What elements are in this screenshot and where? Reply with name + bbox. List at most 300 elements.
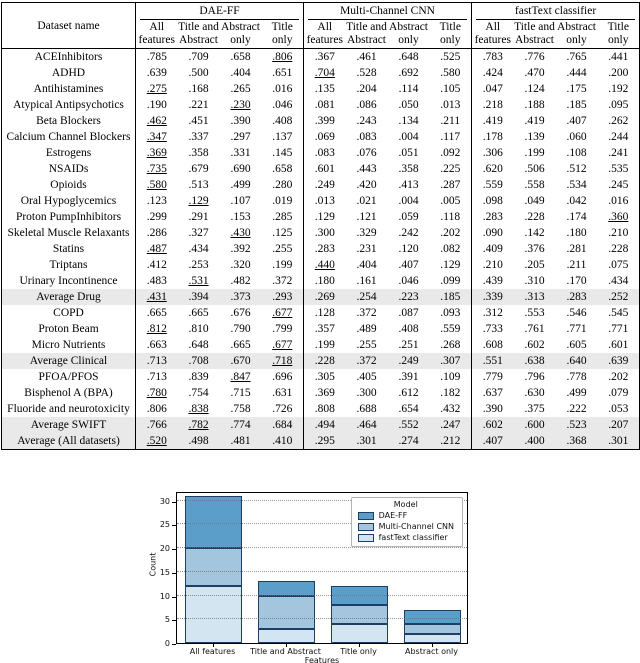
score-cell: .601 (608, 339, 629, 351)
score-cell: .262 (608, 115, 629, 127)
score-cell: .771 (608, 323, 629, 335)
score-cell: .489 (356, 323, 377, 335)
score-cell: .812 (136, 321, 178, 337)
score-cell: .639 (608, 355, 629, 367)
score-cell: .178 (472, 129, 514, 145)
score-cell: .690 (230, 163, 251, 175)
score-cell: .255 (356, 339, 377, 351)
gridline (177, 571, 467, 572)
score-cell: .470 (524, 67, 545, 79)
score-cell: .093 (440, 307, 461, 319)
y-tick-mark (172, 597, 176, 598)
score-cell: .253 (188, 259, 209, 271)
score-cell: .796 (524, 371, 545, 383)
score-cell: .677 (272, 307, 293, 319)
score-cell: .168 (188, 83, 209, 95)
score-cell: .347 (136, 129, 178, 145)
score-cell: .443 (356, 163, 377, 175)
dataset-name-cell: Triptans (49, 259, 88, 271)
score-cell: .499 (230, 179, 251, 191)
score-cell: .372 (272, 275, 293, 287)
table-row (2, 385, 640, 401)
score-cell: .392 (230, 243, 251, 255)
score-cell: .286 (136, 225, 178, 241)
gridline (177, 618, 467, 619)
table-row (2, 177, 640, 193)
score-cell: .145 (272, 147, 293, 159)
gridline (177, 547, 467, 548)
score-cell: .337 (188, 131, 209, 143)
table-row (2, 225, 640, 241)
score-cell: .434 (608, 275, 629, 287)
score-cell: .451 (188, 115, 209, 127)
score-cell: .774 (230, 419, 251, 431)
dataset-name-cell: Proton Beam (38, 323, 99, 335)
score-cell: .283 (304, 241, 346, 257)
table-body (2, 49, 640, 450)
score-cell: .228 (524, 211, 545, 223)
score-cell: .713 (136, 353, 178, 369)
bar-segment (258, 581, 315, 595)
score-cell: .046 (398, 275, 419, 287)
dataset-name-cell: Micro Nutrients (31, 339, 106, 351)
average-row (2, 417, 640, 433)
model-group-header (304, 3, 472, 21)
score-cell: .120 (398, 243, 419, 255)
score-cell: .046 (272, 99, 293, 111)
score-cell: .129 (304, 209, 346, 225)
feature-col-header (430, 20, 472, 49)
score-cell: .255 (272, 243, 293, 255)
dataset-name-cell: Skeletal Muscle Relaxants (7, 227, 130, 239)
y-tick-mark (172, 573, 176, 574)
score-cell: .331 (230, 147, 251, 159)
score-cell: .128 (304, 305, 346, 321)
score-cell: .405 (356, 371, 377, 383)
dataset-name-cell: Antihistamines (33, 83, 104, 95)
score-cell: .254 (356, 291, 377, 303)
score-cell: .293 (272, 291, 293, 303)
score-cell: .079 (608, 387, 629, 399)
score-cell: .372 (356, 355, 377, 367)
x-tick-mark (213, 644, 214, 647)
score-cell: .520 (136, 433, 178, 450)
feature-col-line1: Title (439, 21, 461, 33)
legend-swatch (358, 512, 374, 520)
score-cell: .305 (304, 369, 346, 385)
score-cell: .692 (398, 67, 419, 79)
score-cell: .200 (608, 67, 629, 79)
score-cell: .376 (524, 243, 545, 255)
feature-col-header (304, 20, 346, 49)
score-cell: .758 (230, 403, 251, 415)
score-cell: .190 (136, 97, 178, 113)
feature-col-line2: only (440, 33, 461, 46)
score-cell: .726 (272, 403, 293, 415)
feature-col-line1: Abstract (389, 21, 428, 33)
score-cell: .580 (440, 67, 461, 79)
score-cell: .247 (440, 419, 461, 431)
score-cell: .409 (472, 241, 514, 257)
score-cell: .013 (440, 99, 461, 111)
score-cell: .281 (566, 243, 587, 255)
score-cell: .087 (398, 307, 419, 319)
score-cell: .180 (566, 227, 587, 239)
score-cell: .117 (440, 131, 461, 143)
score-cell: .512 (566, 163, 587, 175)
score-cell: .297 (230, 131, 251, 143)
score-cell: .434 (188, 243, 209, 255)
score-cell: .663 (136, 337, 178, 353)
score-cell: .182 (440, 387, 461, 399)
score-cell: .137 (272, 131, 293, 143)
score-cell: .839 (188, 371, 209, 383)
y-tick-label: 15 (159, 567, 170, 577)
score-cell: .192 (608, 83, 629, 95)
dataset-name-cell: Calcium Channel Blockers (6, 131, 131, 143)
score-cell: .688 (356, 403, 377, 415)
score-cell: .185 (440, 291, 461, 303)
score-cell: .129 (440, 259, 461, 271)
x-tick-mark (432, 644, 433, 647)
feature-col-line2: only (272, 33, 293, 46)
legend (351, 497, 463, 547)
score-cell: .658 (230, 51, 251, 63)
feature-col-line1: Title and (178, 21, 219, 33)
score-cell: .648 (398, 51, 419, 63)
y-tick-label: 30 (159, 496, 170, 506)
feature-col-line2: features (474, 33, 511, 46)
score-cell: .161 (356, 275, 377, 287)
score-cell: .107 (230, 195, 251, 207)
score-cell: .004 (398, 195, 419, 207)
score-cell: .546 (566, 307, 587, 319)
score-cell: .708 (188, 355, 209, 367)
bar-segment (258, 596, 315, 629)
score-cell: .432 (440, 403, 461, 415)
score-cell: .369 (136, 145, 178, 161)
y-tick-mark (172, 549, 176, 550)
feature-col-header (598, 20, 640, 49)
score-cell: .082 (440, 243, 461, 255)
feature-col-header (514, 20, 556, 49)
score-cell: .499 (566, 387, 587, 399)
x-tick-label: Title and Abstract (250, 647, 321, 656)
score-cell: .390 (472, 401, 514, 417)
score-cell: .225 (440, 163, 461, 175)
score-cell: .301 (608, 435, 629, 447)
feature-col-line2: only (608, 33, 629, 46)
feature-col-header (262, 20, 304, 49)
score-cell: .648 (188, 339, 209, 351)
score-cell: .265 (230, 83, 251, 95)
legend-swatch (358, 534, 374, 542)
feature-col-header (346, 20, 388, 49)
score-cell: .483 (136, 273, 178, 289)
score-cell: .602 (524, 339, 545, 351)
score-cell: .218 (472, 97, 514, 113)
score-cell: .228 (304, 353, 346, 369)
score-cell: .139 (524, 131, 545, 143)
score-cell: .283 (472, 209, 514, 225)
score-cell: .462 (136, 113, 178, 129)
feature-col-header (220, 20, 262, 49)
score-cell: .665 (230, 339, 251, 351)
score-cell: .283 (566, 291, 587, 303)
feature-col-line1: All (149, 21, 165, 33)
model-group-name: Multi-Channel CNN (308, 4, 467, 20)
score-cell: .230 (230, 99, 251, 111)
score-cell: .241 (608, 147, 629, 159)
score-cell: .631 (272, 387, 293, 399)
score-cell: .785 (136, 49, 178, 66)
score-cell: .771 (566, 323, 587, 335)
x-tick-label: Title only (340, 647, 377, 656)
table-row (2, 209, 640, 225)
score-cell: .412 (136, 257, 178, 273)
score-cell: .670 (230, 355, 251, 367)
score-cell: .808 (304, 401, 346, 417)
score-cell: .461 (356, 51, 377, 63)
score-cell: .375 (524, 403, 545, 415)
score-cell: .300 (356, 387, 377, 399)
score-cell: .630 (524, 387, 545, 399)
bar-segment (258, 629, 315, 643)
dataset-col-header: Dataset name (2, 3, 136, 49)
score-cell: .620 (472, 161, 514, 177)
score-cell: .424 (472, 65, 514, 81)
dataset-name-cell: Estrogens (45, 147, 92, 159)
score-cell: .207 (608, 419, 629, 431)
score-cell: .121 (356, 211, 377, 223)
score-cell: .360 (608, 211, 629, 223)
score-cell: .847 (230, 371, 251, 383)
score-cell: .373 (230, 291, 251, 303)
score-cell: .552 (398, 419, 419, 431)
score-cell: .069 (304, 129, 346, 145)
feature-col-line2: only (566, 33, 587, 46)
legend-item (358, 522, 454, 531)
score-cell: .651 (272, 67, 293, 79)
score-cell: .125 (272, 227, 293, 239)
score-cell: .754 (188, 387, 209, 399)
score-cell: .419 (524, 115, 545, 127)
score-cell: .408 (398, 323, 419, 335)
score-cell: .684 (272, 419, 293, 431)
table-row (2, 113, 640, 129)
score-cell: .441 (608, 51, 629, 63)
dataset-name-cell: ADHD (51, 67, 86, 79)
score-cell: .228 (608, 243, 629, 255)
score-cell: .559 (440, 323, 461, 335)
score-cell: .531 (188, 275, 209, 287)
score-cell: .274 (398, 435, 419, 447)
score-cell: .806 (136, 401, 178, 417)
score-cell: .060 (566, 131, 587, 143)
score-cell: .320 (230, 259, 251, 271)
bar-segment (404, 610, 461, 624)
score-cell: .185 (566, 99, 587, 111)
score-cell: .099 (440, 275, 461, 287)
score-cell: .404 (230, 67, 251, 79)
score-cell: .090 (472, 225, 514, 241)
score-cell: .440 (304, 257, 346, 273)
score-cell: .327 (188, 227, 209, 239)
score-cell: .249 (398, 355, 419, 367)
score-cell: .174 (566, 211, 587, 223)
score-cell: .083 (356, 131, 377, 143)
y-tick-label: 10 (159, 591, 170, 601)
feature-col-line1: Title (271, 21, 293, 33)
model-group-name: DAE-FF (140, 4, 299, 20)
average-row (2, 289, 640, 305)
score-cell: .525 (440, 51, 461, 63)
score-cell: .735 (136, 161, 178, 177)
score-cell: .050 (398, 99, 419, 111)
score-cell: .534 (566, 179, 587, 191)
score-cell: .016 (272, 83, 293, 95)
score-cell: .199 (272, 259, 293, 271)
score-cell: .245 (608, 179, 629, 191)
feature-col-line1: Title (607, 21, 629, 33)
score-cell: .545 (608, 307, 629, 319)
legend-title: Model (393, 500, 418, 509)
score-cell: .153 (230, 211, 251, 223)
score-cell: .299 (136, 209, 178, 225)
feature-col-line2: only (398, 33, 419, 46)
score-cell: .782 (188, 419, 209, 431)
score-cell: .407 (398, 259, 419, 271)
score-cell: .049 (524, 195, 545, 207)
score-cell: .553 (524, 307, 545, 319)
score-cell: .280 (272, 179, 293, 191)
score-cell: .170 (566, 275, 587, 287)
score-cell: .142 (524, 227, 545, 239)
table-row (2, 97, 640, 113)
score-cell: .285 (272, 211, 293, 223)
score-cell: .339 (472, 289, 514, 305)
score-cell: .268 (440, 339, 461, 351)
dataset-name-cell: Atypical Antipsychotics (13, 99, 124, 111)
score-cell: .358 (398, 163, 419, 175)
score-cell: .528 (356, 67, 377, 79)
score-cell: .231 (356, 243, 377, 255)
score-cell: .212 (440, 435, 461, 447)
score-cell: .420 (356, 179, 377, 191)
table-row (2, 81, 640, 97)
score-cell: .019 (272, 195, 293, 207)
score-cell: .202 (440, 227, 461, 239)
feature-col-line2: features (138, 33, 175, 46)
bar-segment (404, 634, 461, 644)
table-row (2, 321, 640, 337)
score-cell: .464 (356, 419, 377, 431)
score-cell: .506 (524, 163, 545, 175)
score-cell: .638 (524, 355, 545, 367)
score-cell: .407 (566, 115, 587, 127)
feature-col-line1: Abstract (557, 21, 596, 33)
score-cell: .400 (524, 435, 545, 447)
score-cell: .408 (272, 115, 293, 127)
model-group-header (472, 3, 640, 21)
feature-col-line2: only (230, 33, 251, 46)
x-axis-label: Features (304, 656, 340, 663)
score-cell: .367 (304, 49, 346, 66)
score-cell: .307 (440, 355, 461, 367)
score-cell: .242 (398, 227, 419, 239)
score-cell: .481 (230, 435, 251, 447)
feature-col-line1: All (485, 21, 501, 33)
x-tick-label: Abstract only (404, 647, 459, 656)
table-row (2, 129, 640, 145)
feature-col-line2: Abstract (347, 33, 386, 46)
score-cell: .535 (608, 163, 629, 175)
score-cell: .129 (188, 195, 209, 207)
model-group-header (136, 3, 304, 21)
score-cell: .399 (304, 113, 346, 129)
score-cell: .210 (608, 227, 629, 239)
score-cell: .394 (188, 291, 209, 303)
score-cell: .313 (524, 291, 545, 303)
table-row (2, 193, 640, 209)
score-cell: .419 (472, 113, 514, 129)
bar-segment (185, 548, 242, 586)
score-cell: .357 (304, 321, 346, 337)
score-cell: .358 (188, 147, 209, 159)
score-cell: .199 (524, 147, 545, 159)
table-row (2, 337, 640, 353)
score-cell: .696 (272, 371, 293, 383)
score-cell: .188 (524, 99, 545, 111)
y-tick-mark (172, 502, 176, 503)
bar-segment (331, 586, 388, 605)
score-cell: .601 (304, 161, 346, 177)
score-cell: .733 (472, 321, 514, 337)
dataset-name-cell: COPD (53, 307, 84, 319)
score-cell: .640 (566, 355, 587, 367)
score-cell: .665 (136, 305, 178, 321)
score-cell: .312 (472, 305, 514, 321)
score-cell: .500 (188, 67, 209, 79)
table-row (2, 273, 640, 289)
x-tick-mark (359, 644, 360, 647)
score-cell: .243 (356, 115, 377, 127)
legend-label: DAE-FF (378, 511, 408, 520)
score-cell: .211 (566, 259, 587, 271)
y-tick-mark (172, 525, 176, 526)
table-row (2, 257, 640, 273)
dataset-name-cell: Statins (52, 243, 85, 255)
table-row (2, 145, 640, 161)
table-row (2, 241, 640, 257)
legend-label: Multi-Channel CNN (378, 522, 454, 531)
feature-col-header (136, 20, 178, 49)
dataset-name-cell: NSAIDs (48, 163, 89, 175)
score-cell: .114 (398, 83, 419, 95)
score-cell: .799 (272, 323, 293, 335)
score-cell: .580 (136, 177, 178, 193)
feature-col-line2: features (306, 33, 343, 46)
score-cell: .098 (472, 193, 514, 209)
legend-label: fastText classifier (378, 533, 448, 542)
dataset-name-cell: Average SWIFT (30, 419, 107, 431)
score-cell: .095 (608, 99, 629, 111)
score-cell: .761 (524, 323, 545, 335)
feature-col-line1: Title and (346, 21, 387, 33)
score-cell: .205 (524, 259, 545, 271)
score-cell: .252 (608, 291, 629, 303)
average-row (2, 433, 640, 450)
